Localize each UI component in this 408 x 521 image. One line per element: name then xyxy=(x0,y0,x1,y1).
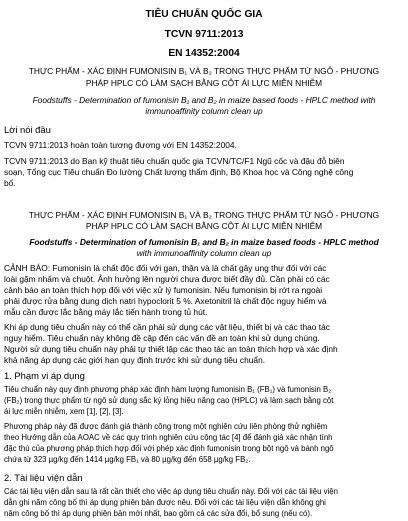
en-number: EN 14352:2004 xyxy=(168,48,240,59)
safety-line-1: Khi áp dụng tiêu chuẩn này có thể cần phải sử dụng các vật liệu, thiết bị và các thao tác xyxy=(4,322,330,332)
scope-p1-line-2: (FB₂) trong thực phẩm từ ngô sử dụng sắc ký lỏng hiệu năng cao (HPLC) và làm sạch bằng cột xyxy=(4,396,334,405)
scope-p2-line-2: theo Hướng dẫn của AOAC về các quy trình nghiên cứu cộng tác [4] để đánh giá xác nhận tính xyxy=(4,433,333,442)
section-2-heading: 2. Tài liệu viện dẫn xyxy=(4,472,83,483)
vn-title-line-2: PHÁP HPLC CÓ LÀM SẠCH BẰNG CỘT ÁI LỰC MIỄN NHIỄM xyxy=(85,78,323,88)
en-title-line-1: Foodstuffs - Determination of fumonisin B₁ and B₂ in maize based foods - HPLC method with xyxy=(32,95,376,105)
warning-line-5: mẫu cần được lắc bằng máy lắc tiến hành trong tủ hút. xyxy=(4,307,208,317)
doc-title: TIÊU CHUẨN QUỐC GIA xyxy=(145,9,263,20)
foreword-paragraph-2-line-1: TCVN 9711:2013 do Ban kỹ thuật tiêu chuẩn quốc gia TCVN/TC/F1 Ngũ cốc và đậu đỗ biên xyxy=(4,156,345,166)
foreword-paragraph-2-line-3: bố. xyxy=(4,178,16,188)
safety-line-4: khả năng áp dụng các giới hạn quy định trước khi sử dụng tiêu chuẩn. xyxy=(4,355,266,365)
warning-line-4: phải được rửa bằng dung dịch natri hypoclorit 5 %. Axetonitril là chất độc nguy hiểm và xyxy=(4,296,327,306)
vn-title-line-1: THỰC PHẨM - XÁC ĐỊNH FUMONISIN B₁ VÀ B₂ TRONG THỰC PHẨM TỪ NGÔ - PHƯƠNG xyxy=(28,66,380,76)
en-title-line-2: immunoaffinity column clean up xyxy=(145,106,263,116)
references-line-3: năm công bố thì áp dụng phiên bản mới nhất, bao gồm cả các sửa đổi, bổ sung (nếu có). xyxy=(4,509,313,518)
references-line-1: Các tài liệu viện dẫn sau là rất cần thiết cho việc áp dụng tiêu chuẩn này. Đối với các tài liệu viện xyxy=(4,487,338,496)
scope-p1-line-3: ái lực miễn nhiễm, xem [1], [2], [3]. xyxy=(4,407,124,416)
safety-line-2: nguy hiểm. Tiêu chuẩn này không đề cập đến các vấn đề an toàn khi sử dụng chúng. xyxy=(4,333,320,343)
foreword-paragraph-2-line-2: soạn, Tổng cục Tiêu chuẩn Đo lường Chất lượng thẩm định, Bộ Khoa học và Công nghệ công xyxy=(4,167,354,177)
warning-line-1: CẢNH BÁO: Fumonisin là chất độc đối với gan, thận và là chất gây ung thư đối với các xyxy=(4,263,327,273)
en-title2-line-1: Foodstuffs - Determination of fumonisin B₁ and B₂ in maize based foods - HPLC method xyxy=(29,237,379,247)
en-title2-line-2: with immunoaffinity column clean up xyxy=(136,248,272,258)
foreword-paragraph-1: TCVN 9711:2013 hoàn toàn tương đương với EN 14352:2004. xyxy=(4,140,237,150)
vn-title2-line-2: PHÁP HPLC CÓ LÀM SẠCH BẰNG CỘT ÁI LỰC MIỄN NHIỄM xyxy=(85,221,323,231)
section-1-heading: 1. Phạm vi áp dụng xyxy=(4,370,85,381)
warning-line-2: loài gặm nhấm và chuột. Ảnh hưởng lên người chưa được biết đầy đủ. Cần phải có các xyxy=(4,274,330,284)
warning-line-3: cảnh báo an toàn thích hợp đối với việc xử lý fumonisin. Nếu fumonisin bị rớt ra ngoài xyxy=(4,285,323,295)
references-line-2: dẫn ghi năm công bố thì áp dụng phiên bản được nêu. Đối với các tài liệu viện dẫn không ghi xyxy=(4,498,326,507)
foreword-heading: Lời nói đầu xyxy=(4,124,51,135)
scope-p2-line-3: đặc thù của phương pháp thích hợp đối với phép xác định fumonisin trong bột ngô và bánh ngô xyxy=(4,444,334,453)
vn-title2-line-1: THỰC PHẨM - XÁC ĐỊNH FUMONISIN B₁ VÀ B₂ TRONG THỰC PHẨM TỪ NGÔ - PHƯƠNG xyxy=(28,210,380,220)
scope-p2-line-1: Phương pháp này đã được đánh giá thành công trong một nghiên cứu liên phòng thử nghiệm xyxy=(4,422,328,431)
scope-p2-line-4: chứa từ 323 µg/kg đến 1414 µg/kg FB₁ và 80 µg/kg đến 658 µg/kg FB₂. xyxy=(4,455,251,464)
safety-line-3: Người sử dụng tiêu chuẩn này phải tự thiết lập các thao tác an toàn thích hợp và xác định xyxy=(4,344,338,354)
scope-p1-line-1: Tiêu chuẩn này quy định phương pháp xác định hàm lượng fumonisin B₁ (FB₁) và fumonisin B₂ xyxy=(4,385,332,394)
standard-number: TCVN 9711:2013 xyxy=(164,29,244,40)
